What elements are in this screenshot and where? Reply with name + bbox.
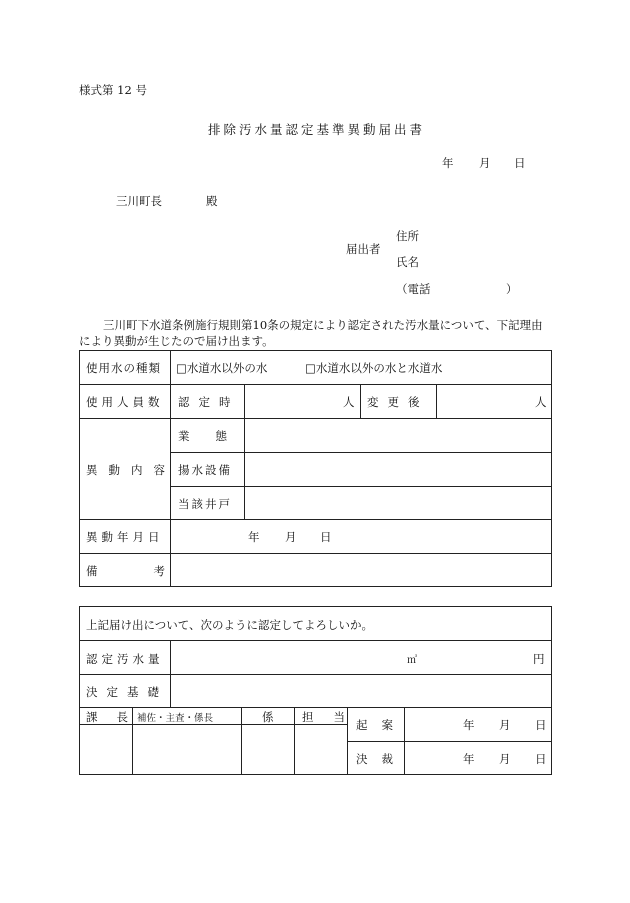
change-date-month: 月 (285, 530, 297, 544)
approved-volume-label: 認定汚水量 (86, 652, 164, 666)
applicant-address-label: 住所 (396, 229, 419, 243)
applicant-phone-close: ） (506, 282, 518, 296)
approval-heading: 上記届け出について、次のように認定してよろしいか。 (86, 618, 374, 632)
in-charge-label: 担当 (302, 710, 365, 724)
applicant-label: 届出者 (346, 242, 381, 256)
basis-label: 決定基礎 (86, 685, 168, 699)
assistant-roles-label: 補佐・主査・係長 (137, 713, 214, 724)
business-type-label: 業態 (178, 429, 253, 443)
volume-unit: ㎥ (407, 655, 417, 666)
document-title: 排除汚水量認定基準異動届出書 (208, 122, 426, 137)
draft-label: 起案 (356, 718, 407, 732)
applicant-phone-open: （電話 (396, 282, 431, 296)
at-approval-label: 認定時 (178, 395, 240, 409)
draft-day: 日 (535, 718, 547, 732)
draft-month: 月 (499, 718, 511, 732)
draft-year: 年 (463, 718, 475, 732)
staff-label: 係 (262, 710, 274, 724)
remarks-label: 備考 (86, 564, 221, 578)
decision-day: 日 (535, 752, 547, 766)
intro-line-2: により異動が生じたので届け出ます。 (79, 334, 274, 348)
section-chief-label: 課長 (86, 710, 147, 724)
form-number: 様式第 12 号 (79, 83, 147, 97)
water-option-non-tap[interactable]: □水道水以外の水 (176, 361, 268, 375)
change-date-day: 日 (320, 530, 332, 544)
intro-line-1: 三川町下水道条例施行規則第10条の規定により認定された汚水量について、下記理由 (103, 318, 543, 332)
date-month: 月 (479, 156, 491, 170)
applicant-name-label: 氏名 (396, 255, 419, 269)
change-content-label: 異動内容 (86, 463, 176, 477)
users-label: 使用人員数 (86, 395, 164, 409)
change-date-label: 異動年月日 (86, 530, 164, 544)
person-unit-1: 人 (343, 395, 355, 409)
water-type-label: 使用水の種類 (86, 361, 161, 375)
change-date-year: 年 (248, 530, 260, 544)
addressee-name: 三川町長 (116, 194, 162, 208)
yen-unit: 円 (533, 652, 545, 666)
after-change-label: 変更後 (367, 395, 429, 409)
date-day: 日 (514, 156, 526, 170)
addressee-honorific: 殿 (206, 194, 218, 208)
decision-year: 年 (463, 752, 475, 766)
decision-label: 決裁 (356, 752, 407, 766)
date-year: 年 (442, 156, 454, 170)
water-option-non-tap-and-tap[interactable]: □水道水以外の水と水道水 (305, 361, 443, 375)
decision-month: 月 (499, 752, 511, 766)
well-label: 当該井戸 (178, 497, 232, 511)
pumping-equipment-label: 揚水設備 (178, 463, 232, 477)
person-unit-2: 人 (535, 395, 547, 409)
